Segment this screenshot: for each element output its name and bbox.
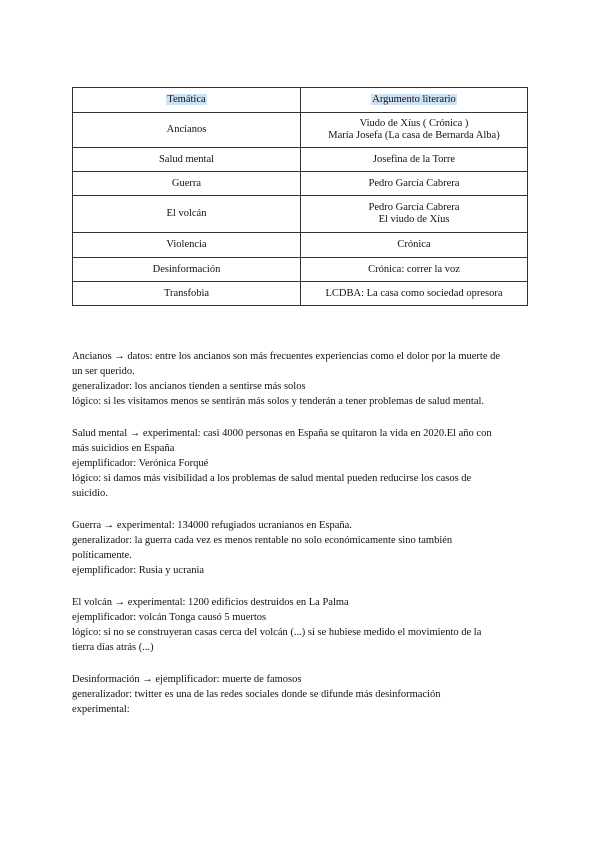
note-line: ejemplificador: volcán Tonga causó 5 muertos [72,612,267,623]
header-label: Temática [167,94,206,105]
cell-line: Crónica: correr la voz [368,263,460,275]
note-line: más suicidios en España [72,443,175,454]
header-cell-argumento [301,88,528,113]
note-desinformacion [72,672,532,717]
note-line: políticamente. [72,550,132,561]
note-line: lógico: si les visitamos menos se sentirán más solos y tenderán a tener problemas de salud mental. [72,396,485,407]
table-cell-tema: Salud mental [73,148,301,172]
header-cell-tematica [73,88,301,113]
topics-table-container [72,87,527,306]
cell-line: Pedro García Cabrera [368,177,460,189]
table-cell-argumento [301,148,528,172]
table-cell-tema: Transfobia [73,282,301,306]
note-line: suicidio. [72,488,108,499]
table-row [73,258,528,282]
cell-line: María Josefa (La casa de Bernarda Alba) [328,130,500,141]
note-line: generalizador: twitter es una de las redes sociales donde se difunde más desinformación [72,689,441,700]
table-cell-argumento [301,172,528,196]
table-row [73,148,528,172]
note-ancianos [72,349,532,409]
note-line: lógico: si no se construyeran casas cerca del volcán (...) si se hubiese medido el movimiento de la [72,627,482,638]
cell-line: Josefina de la Torre [372,153,456,165]
table-cell-argumento [301,258,528,282]
note-line: tierra días atrás (...) [72,642,154,653]
cell-line: Crónica [397,239,431,250]
note-line: un ser querido. [72,366,135,377]
table-row [73,233,528,258]
note-line: ejemplificador: Verónica Forqué [72,458,209,469]
table-row [73,113,528,148]
note-line: generalizador: la guerra cada vez es menos rentable no solo económicamente sino también [72,535,453,546]
table-cell-tema: El volcán [73,196,301,233]
header-label: Argumento literario [372,94,456,105]
note-line: Ancianos → datos: entre los ancianos son más frecuentes experiencias como el dolor por la muerte de [72,351,501,362]
note-line: Guerra → experimental: 134000 refugiados ucranianos en España. [72,520,352,531]
cell-line: LCDBA: La casa como sociedad opresora [325,287,503,299]
note-line: Desinformación → ejemplificador: muerte de famosos [72,674,302,685]
table-cell-argumento [301,196,528,233]
table-cell-argumento [301,113,528,148]
note-line: experimental: [72,704,130,715]
cell-line: Viudo de Xíus ( Crónica ) [359,118,469,129]
argument-notes [72,349,532,734]
table-row [73,172,528,196]
table-cell-tema: Ancianos [73,113,301,148]
cell-line: El viudo de Xíus [378,214,450,225]
note-salud-mental [72,426,532,501]
table-cell-tema: Desinformación [73,258,301,282]
note-line: Salud mental → experimental: casi 4000 personas en España se quitaron la vida en 2020.El año con [72,428,492,439]
note-guerra [72,518,532,578]
note-line: generalizador: los ancianos tienden a sentirse más solos [72,381,306,392]
cell-line: Pedro García Cabrera [368,202,460,213]
note-line: ejemplificador: Rusia y ucrania [72,565,205,576]
table-cell-tema: Guerra [73,172,301,196]
note-line: lógico: si damos más visibilidad a los problemas de salud mental pueden reducirse los casos de [72,473,472,484]
note-volcan [72,595,532,655]
table-header-row [73,88,528,113]
topics-table [72,87,528,306]
table-row [73,282,528,306]
table-cell-argumento [301,282,528,306]
table-cell-tema: Violencia [73,233,301,258]
table-row [73,196,528,233]
note-line: El volcán → experimental: 1200 edificios destruidos en La Palma [72,597,349,608]
table-cell-argumento [301,233,528,258]
